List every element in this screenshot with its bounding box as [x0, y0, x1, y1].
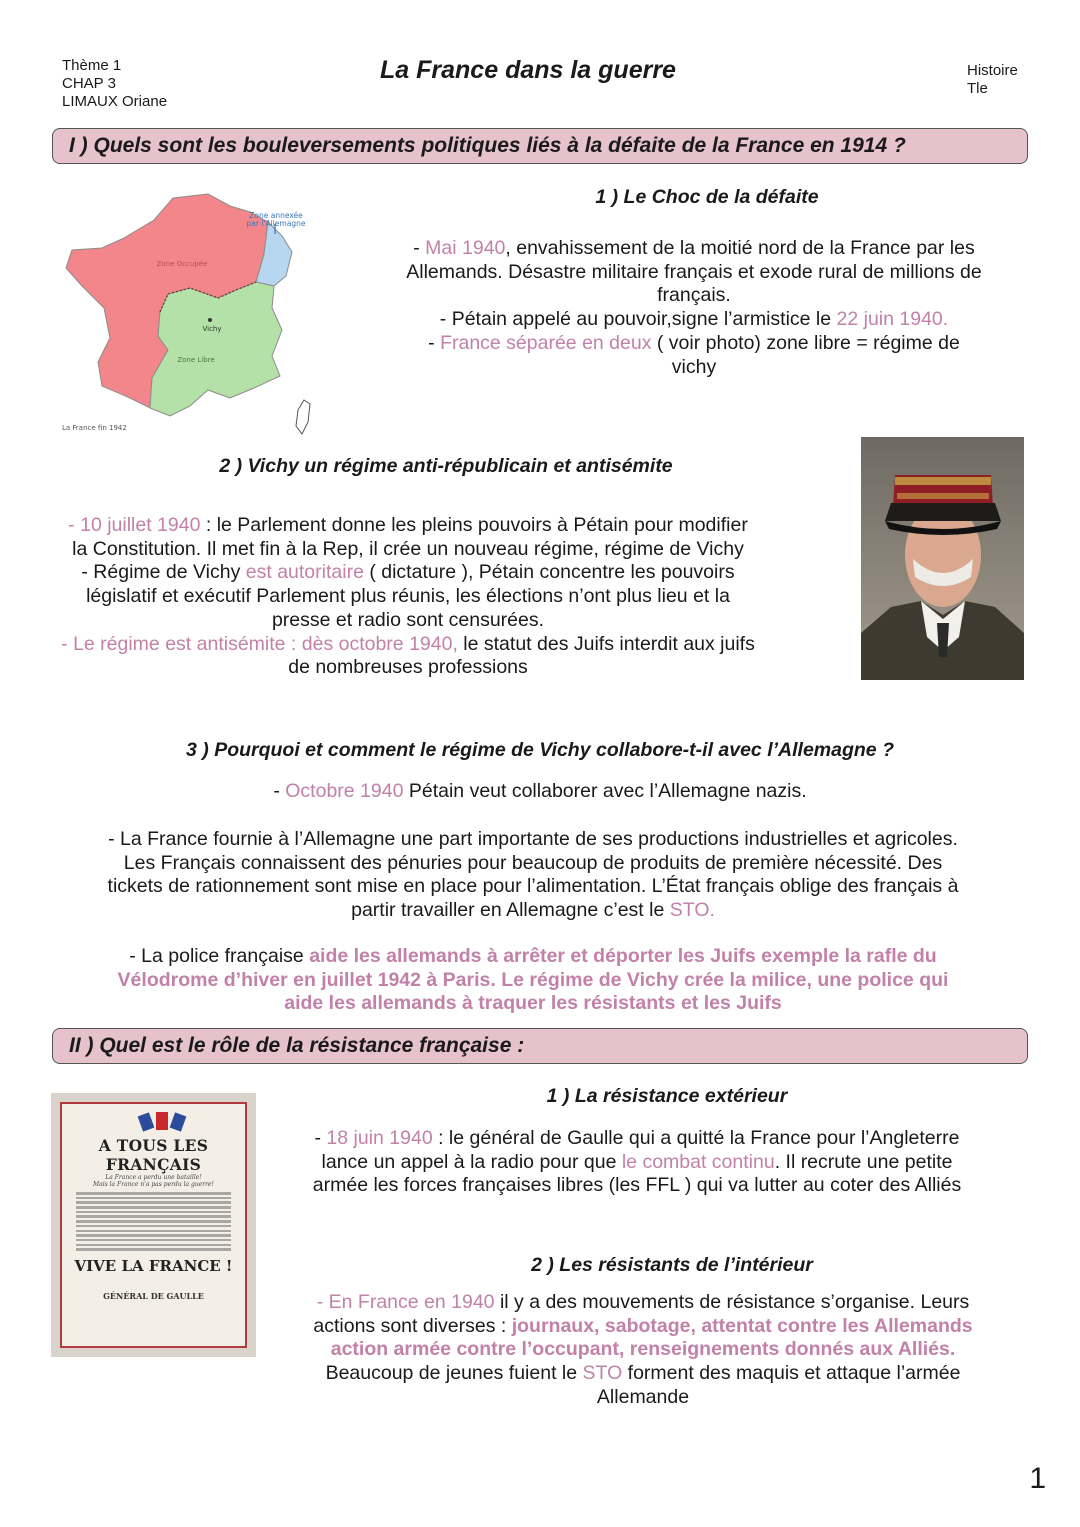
vichy-point-1: - 10 juillet 1940 : le Parlement donne les pleins pouvoirs à Pétain pour modifier la Constitution. Il met fin à la Rep, il crée un nouveau régime, régime de Vichy [68, 514, 748, 560]
zone-occupee-label: Zone Occupée [156, 260, 208, 268]
document-title: La France dans la guerre [380, 56, 676, 84]
corsica-shape [296, 400, 310, 434]
subsection-collaboration-title: 3 ) Pourquoi et comment le régime de Vichy collabore-t-il avec l’Allemagne ? [186, 739, 894, 761]
petain-portrait [861, 437, 1024, 680]
collab-point-1: - Octobre 1940 Pétain veut collaborer avec l’Allemagne nazis. [273, 780, 807, 802]
subsection-vichy-title: 2 ) Vichy un régime anti-républicain et antisémite [219, 455, 673, 477]
subsection-exterieur-title: 1 ) La résistance extérieur [546, 1085, 788, 1107]
map-caption: La France fin 1942 [62, 424, 127, 432]
section-1-heading: I ) Quels sont les bouleversements politiques liés à la défaite de la France en 1914 ? [52, 128, 1028, 164]
subsection-choc-title: 1 ) Le Choc de la défaite [595, 186, 819, 208]
poster-closing: VIVE LA FRANCE ! [74, 1256, 233, 1275]
collab-point-2: - La France fournie à l’Allemagne une part importante de ses productions industrielles et agricoles. Les Français connaissent des pénuries pour beaucoup de produits de première nécessité. Des tickets de rationnement sont mise en place pour l’alimentation. L’État français oblige des français à partir travailler en Allemagne c’est le STO. [107, 828, 959, 922]
level-label: Tle [967, 80, 988, 97]
zone-libre-label: Zone Libre [177, 356, 215, 364]
vichy-point-2: - Régime de Vichy est autoritaire ( dictature ), Pétain concentre les pouvoirs législatif et exécutif Parlement plus réunis, les élections n’ont plus lieu et la presse et radio sont censurées. [81, 561, 735, 631]
poster-signature: GÉNÉRAL DE GAULLE [103, 1290, 204, 1301]
vichy-text [60, 514, 756, 680]
zone-libre-shape [150, 282, 282, 416]
poster-subline-1: La France a perdu une bataille! [105, 1174, 202, 1181]
theme-label: Thème 1 [62, 57, 122, 74]
flags-icon [134, 1110, 190, 1134]
author-label: LIMAUX Oriane [62, 93, 168, 110]
chapter-label: CHAP 3 [62, 75, 116, 92]
section-2-heading: II ) Quel est le rôle de la résistance française : [52, 1028, 1028, 1064]
choc-point-2: - Pétain appelé au pouvoir,signe l’armistice le 22 juin 1940. [439, 308, 949, 331]
france-map-figure [58, 190, 320, 440]
poster-body-text [76, 1192, 231, 1251]
vichy-point-3: - Le régime est antisémite : dès octobre 1940, le statut des Juifs interdit aux juifs de nombreuses professions [61, 632, 755, 679]
exterieur-text: - 18 juin 1940 : le général de Gaulle qui a quitté la France pour l’Angleterre lance un appel à la radio pour que le combat continu. Il recrute une petite armée les forces françaises libres (les FFL ) qui va lutter au coter des Alliés [312, 1127, 962, 1197]
vichy-label: Vichy [202, 325, 222, 333]
appeal-poster [51, 1093, 256, 1357]
subject-label: Histoire [967, 62, 1018, 79]
interieur-point-1: - En France en 1940 il y a des mouvements de résistance s’organise. Leurs actions sont diverses : journaux, sabotage, attentat contre les Allemands action armée contre l’occupant, renseignements donnés aux Alliés. [313, 1291, 973, 1361]
zone-annexee-label: Zone annexée par l'Allemagne [246, 211, 306, 228]
collab-point-3: - La police française aide les allemands à arrêter et déporter les Juifs exemple la rafle du Vélodrome d’hiver en juillet 1942 à Paris. Le régime de Vichy crée la milice, une police qui aide les allemands à traquer les résistants et les Juifs [117, 945, 949, 1015]
page-number: 1 [1029, 1462, 1046, 1495]
vichy-marker [208, 318, 212, 322]
choc-point-1: - Mai 1940, envahissement de la moitié nord de la France par les Allemands. Désastre militaire français et exode rural de millions de français. [406, 237, 982, 307]
poster-headline: A TOUS LES FRANÇAIS [98, 1136, 209, 1174]
poster-subline-2: Mais la France n'a pas perdu la guerre! [93, 1181, 214, 1188]
choc-text [405, 237, 983, 379]
interieur-text [310, 1291, 976, 1410]
subsection-interieur-title: 2 ) Les résistants de l’intérieur [531, 1254, 813, 1276]
choc-point-3: - France séparée en deux ( voir photo) zone libre = régime de vichy [428, 331, 960, 378]
interieur-point-2: Beaucoup de jeunes fuient le STO forment des maquis et attaque l’armée Allemande [325, 1362, 961, 1408]
header-right [967, 62, 1018, 98]
